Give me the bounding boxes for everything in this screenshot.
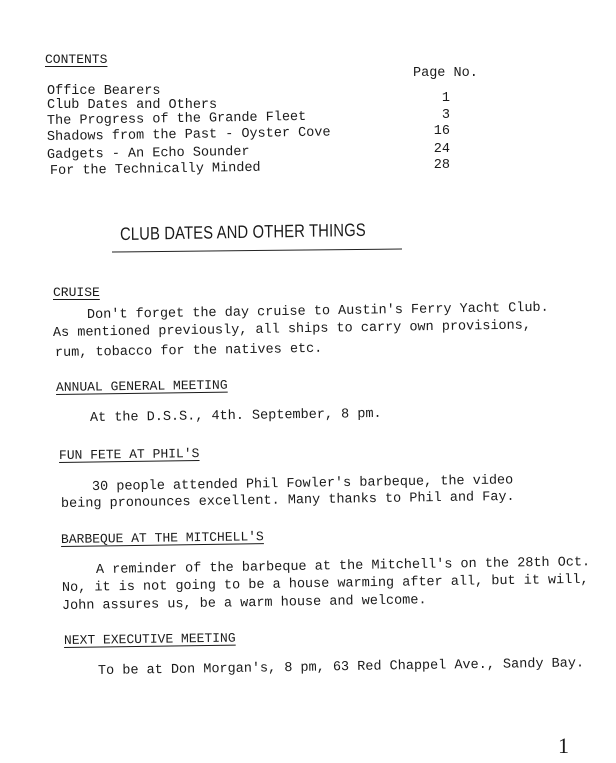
main-title-underline — [112, 248, 402, 252]
paragraph-line: To be at Don Morgan's, 8 pm, 63 Red Chappel Ave., Sandy Bay. — [97, 656, 585, 679]
toc-entry-page: 24 — [433, 142, 450, 157]
paragraph-line: being pronounces excellent. Many thanks to Phil and Fay. — [60, 489, 515, 512]
paragraph-line: John assures us, be a warm house and welcome. — [61, 593, 427, 614]
toc-entry-page: 1 — [441, 91, 450, 106]
paragraph-line: rum, tobacco for the natives etc. — [54, 341, 323, 361]
section-heading-barbeque: BARBEQUE AT THE MITCHELL'S — [60, 529, 264, 547]
section-heading-agm: ANNUAL GENERAL MEETING — [55, 377, 228, 395]
paragraph-line: Don't forget the day cruise to Austin's Ferry Yacht Club. — [86, 300, 549, 323]
toc-entry-title: Office Bearers — [47, 84, 161, 99]
toc-entry-title: The Progress of the Grande Fleet — [46, 109, 307, 129]
paragraph-line: A reminder of the barbeque at the Mitchell's on the 28th Oct. — [95, 555, 591, 578]
page-number: 1 — [558, 733, 569, 758]
main-title: CLUB DATES AND OTHER THINGS — [119, 219, 366, 244]
toc-entry-title: Shadows from the Past - Oyster Cove — [46, 125, 331, 145]
toc-entry-page: 3 — [441, 108, 450, 123]
toc-entry-title: Club Dates and Others — [47, 98, 218, 113]
toc-entry-title: Gadgets - An Echo Sounder — [46, 144, 250, 163]
paragraph-line: No, it is not going to be a house warming after all, but it will, — [61, 572, 589, 596]
page-number-column-label: Page No. — [413, 66, 478, 81]
paragraph-line: 30 people attended Phil Fowler's barbeque, the video — [91, 473, 514, 495]
contents-heading: CONTENTS — [45, 52, 108, 67]
toc-entry-title: For the Technically Minded — [49, 160, 261, 179]
toc-entry-page: 28 — [433, 158, 450, 173]
section-heading-fun-fete: FUN FETE AT PHIL'S — [58, 446, 200, 463]
section-heading-executive-meeting: NEXT EXECUTIVE MEETING — [63, 630, 236, 648]
paragraph-line: At the D.S.S., 4th. September, 8 pm. — [89, 406, 382, 426]
paragraph-line: As mentioned previously, all ships to carry own provisions, — [52, 318, 532, 341]
section-heading-cruise: CRUISE — [53, 285, 100, 300]
toc-entry-page: 16 — [433, 124, 450, 139]
